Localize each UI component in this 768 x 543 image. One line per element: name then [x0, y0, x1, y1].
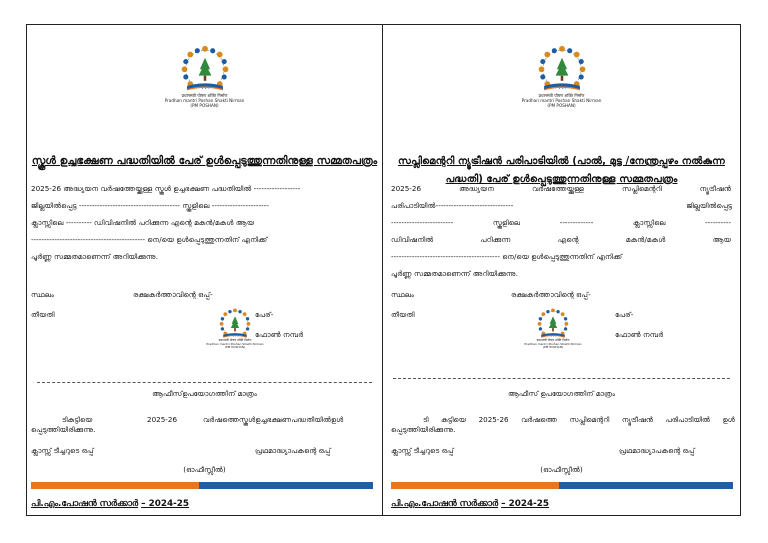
office-divider — [37, 382, 372, 383]
parent-signature-label: രക്ഷകർത്താവിന്റെ ഒപ്പ്- — [133, 290, 213, 299]
office-line-2: പ്പെടുത്തിയിരിക്കുന്നു. — [31, 425, 96, 434]
office-seal: (ഓഫീസ്സീൽ) — [183, 465, 226, 474]
name-label: പേര്- — [615, 310, 634, 319]
form-title: സ്കൂൾ ഉച്ചഭക്ഷണ പദ്ധതിയിൽ പേര് ഉൾപ്പെടുത്തുന്നതിനുള്ള സമ്മതപത്രം — [31, 155, 378, 167]
headmaster-signature: പ്രഥമാദ്ധ്യാപകന്റെ ഒപ്പ് — [255, 446, 331, 455]
parent-signature-label: രക്ഷകർത്താവിന്റെ ഒപ്പ്- — [511, 290, 591, 299]
phone-label: ഫോൺ നമ്പർ — [255, 330, 304, 339]
class-teacher-signature: ക്ലാസ്സ് ടീച്ചറുടെ ഒപ്പ് — [391, 446, 454, 455]
office-line-1: ടി കുട്ടിയെ 2025-26 വർഷത്തെ സപ്ലിമെന്ററി ന്യൂട്രീഷൻ പരിപാടിയിൽ ഉൾ — [423, 415, 735, 424]
body-line-2a: പരിപാടിയിൽ------------------------------ — [391, 201, 514, 210]
class-teacher-signature: ക്ലാസ്സ് ടീച്ചറുടെ ഒപ്പ് — [31, 446, 94, 455]
logo-hindi: प्रधानमंत्री पोषण शक्ति निर्माण — [181, 93, 228, 98]
pm-poshan-logo — [145, 43, 265, 108]
blue-bar — [199, 482, 373, 489]
form-title-line-2: പദ്ധതി) പേര് ഉൾപ്പെടുത്തുന്നതിനുള്ള സമ്മതപത്രം — [445, 174, 678, 185]
consent-form-school-lunch — [26, 24, 383, 516]
body-line-2: ജില്ലയിൽപ്പെട്ട --------------------------------------- സ്കൂളിലെ ---------------------- — [31, 201, 269, 210]
office-line-1b: 2025-26 — [147, 415, 178, 424]
pm-poshan-emblem-icon — [532, 307, 574, 339]
footer-org: പി.എം.പോഷൻ സർക്കാർ – 2024-25 — [31, 499, 189, 509]
headmaster-signature: പ്രഥമാദ്ധ്യാപകന്റെ ഒപ്പ് — [619, 446, 695, 455]
body-line-2b: ജില്ലയിൽപ്പെട്ട — [686, 201, 732, 210]
logo-english: Pradhan mantri Poshan Shakti Nirman — [164, 98, 245, 103]
name-label: പേര്- — [255, 310, 274, 319]
office-use-heading: ആഫീസ് ഉപയോഗത്തിന് മാത്രം — [507, 389, 616, 398]
pm-poshan-emblem-icon — [173, 43, 237, 93]
body-line-5: പൂർണ്ണ സമ്മതമാണെന്ന് അറിയിക്കുന്നു. — [31, 252, 158, 261]
logo-hindi: प्रधानमंत्री पोषण शक्ति निर्माण — [538, 93, 585, 98]
phone-label: ഫോൺ നമ്പർ — [615, 330, 664, 339]
office-use-heading: ആഫീസ്ഉപയോഗത്തിന് മാത്രം — [152, 389, 257, 398]
office-line-1c: വർഷത്തെസ്കൂൾഉച്ചഭക്ഷണപദ്ധതിയിൽഉൾ — [203, 415, 344, 424]
pm-poshan-emblem-icon — [530, 43, 594, 93]
pm-poshan-logo-small: प्रधानमंत्री पोषण शक्ति निर्माण Pradhan mantri Poshan Shakti Nirman (PM POSHAN) — [513, 307, 593, 350]
pm-poshan-logo — [502, 43, 622, 108]
place-label: സ്ഥലം — [391, 290, 415, 299]
date-label: തീയതി — [31, 310, 55, 319]
pm-poshan-emblem-icon — [214, 307, 256, 339]
blue-bar — [559, 482, 733, 489]
office-line-1a: ടികുട്ടിയെ — [62, 415, 93, 424]
office-divider — [393, 378, 730, 379]
body-line-4: -------------------------------------------- നെ/യെ ഉൾപ്പെടുത്തുന്നതിന് എനിക്ക് — [31, 235, 268, 244]
logo-english: Pradhan mantri Poshan Shakti Nirman — [521, 98, 602, 103]
orange-bar — [391, 482, 559, 489]
body-line-4: ഡിവിഷനിൽ പഠിക്കുന്ന എന്റെ മകൻ/മകൾ ആയ — [391, 235, 731, 244]
office-seal: (ഓഫീസ്സീൽ) — [540, 465, 583, 474]
body-line-5: ------------------------------------------ നെ/യെ ഉൾപ്പെടുത്തുന്നതിന് എനിക്ക് — [391, 252, 623, 261]
place-label: സ്ഥലം — [31, 290, 55, 299]
body-line-1: 2025-26 അദ്ധ്യയന വർഷത്തേയ്ക്കുള്ള സ്കൂൾ ഉച്ചഭക്ഷണ പദ്ധതിയിൽ ------------------ — [31, 184, 301, 193]
body-line-3: ക്ലാസ്സിലെ ---------- ഡിവിഷനിൽ പഠിക്കുന്ന എന്റെ മകൻ/മകൾ ആയ — [31, 218, 255, 227]
pm-poshan-logo-small: प्रधानमंत्री पोषण शक्ति निर्माण Pradhan mantri Poshan Shakti Nirman (PM POSHAN) — [195, 307, 275, 350]
orange-bar — [31, 482, 199, 489]
footer-org: പി.എം.പോഷൻ സർക്കാർ – 2024-25 — [391, 499, 549, 509]
office-line-2: പ്പെടുത്തിയിരിക്കുന്നു. — [391, 425, 456, 434]
form-title-line-1: സപ്ലിമെന്ററി ന്യൂട്രീഷൻ പരിപാടിയിൽ (പാൽ, മുട്ട /നേന്ത്രപ്പഴം നൽകുന്ന — [398, 156, 725, 167]
body-line-6: പൂർണ്ണ സമ്മതമാണെന്ന് അറിയിക്കുന്നു. — [391, 269, 518, 278]
date-label: തീയതി — [391, 310, 415, 319]
logo-abbr: (PM POSHAN) — [190, 103, 219, 108]
consent-form-supplementary-nutrition — [383, 24, 741, 516]
body-line-3: ------------------------ സ്കൂളിലെ ------------- ക്ലാസ്സിലെ ---------- — [391, 218, 731, 227]
logo-abbr: (PM POSHAN) — [547, 103, 576, 108]
body-line-1: 2025-26 അദ്ധ്യയന വർഷത്തേയ്ക്കുള്ള സപ്ലിമെന്ററി ന്യൂട്രീഷൻ — [391, 184, 731, 193]
